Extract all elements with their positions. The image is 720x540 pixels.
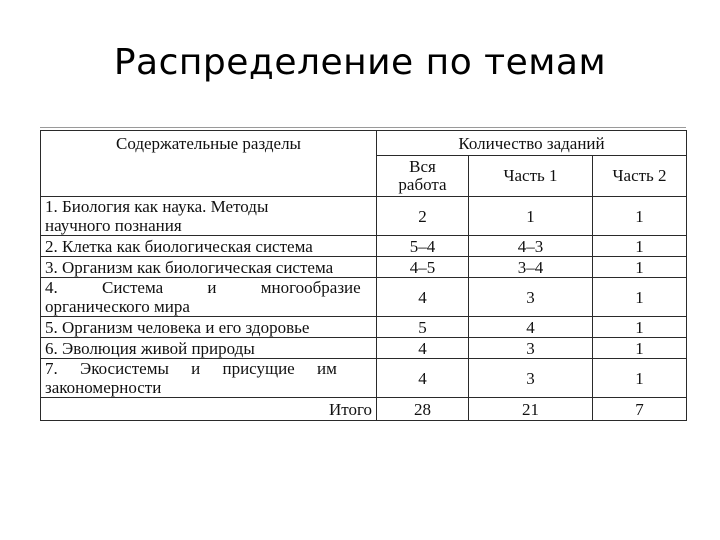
total-part2-cell: 7	[593, 398, 687, 421]
part2-count-cell: 1	[593, 359, 687, 398]
part2-count-cell: 1	[593, 338, 687, 359]
part1-count-cell: 3–4	[469, 257, 593, 278]
header-part1: Часть 1	[469, 156, 593, 197]
header-whole-line2: работа	[398, 175, 447, 194]
whole-count-cell: 5	[377, 317, 469, 338]
total-row	[41, 398, 687, 421]
header-topics: Содержательные разделы	[41, 131, 377, 197]
topic-line2: закономерности	[45, 378, 162, 397]
whole-count-cell: 2	[377, 197, 469, 236]
topics-distribution-table	[40, 130, 687, 421]
topic-cell: 5. Организм человека и его здоровье	[41, 317, 377, 338]
table-row	[41, 359, 687, 398]
total-part1-cell: 21	[469, 398, 593, 421]
header-whole-work	[377, 156, 469, 197]
topic-line2: научного познания	[45, 216, 182, 235]
topic-cell	[41, 278, 377, 317]
whole-count-cell: 4	[377, 359, 469, 398]
part1-count-cell: 3	[469, 278, 593, 317]
total-whole-cell: 28	[377, 398, 469, 421]
table-row	[41, 278, 687, 317]
table-row	[41, 317, 687, 338]
slide-title: Распределение по темам	[113, 42, 607, 83]
part1-count-cell: 4–3	[469, 236, 593, 257]
header-part2: Часть 2	[593, 156, 687, 197]
topic-line1: 4. Система и многообразие	[45, 278, 361, 297]
part1-count-cell: 3	[469, 338, 593, 359]
topic-cell: 6. Эволюция живой природы	[41, 338, 377, 359]
whole-count-cell: 4	[377, 338, 469, 359]
part2-count-cell: 1	[593, 236, 687, 257]
topic-cell	[41, 359, 377, 398]
topic-line2: органического мира	[45, 297, 190, 316]
table-row	[41, 197, 687, 236]
topic-cell: 3. Организм как биологическая система	[41, 257, 377, 278]
table-row	[41, 257, 687, 278]
total-label: Итого	[41, 398, 377, 421]
part2-count-cell: 1	[593, 257, 687, 278]
topic-line1: 1. Биология как наука. Методы	[45, 197, 269, 216]
header-task-count: Количество заданий	[377, 131, 687, 156]
header-whole-line1: Вся	[409, 157, 436, 176]
part2-count-cell: 1	[593, 317, 687, 338]
part2-count-cell: 1	[593, 197, 687, 236]
part2-count-cell: 1	[593, 278, 687, 317]
part1-count-cell: 4	[469, 317, 593, 338]
table-row	[41, 236, 687, 257]
whole-count-cell: 4–5	[377, 257, 469, 278]
part1-count-cell: 3	[469, 359, 593, 398]
topic-cell	[41, 197, 377, 236]
scan-artifact-line	[40, 127, 686, 132]
part1-count-cell: 1	[469, 197, 593, 236]
topics-table-container	[40, 130, 686, 421]
table-row	[41, 338, 687, 359]
table-header-row	[41, 131, 687, 156]
topic-line1: 7. Экосистемы и присущие им	[45, 359, 337, 378]
whole-count-cell: 5–4	[377, 236, 469, 257]
whole-count-cell: 4	[377, 278, 469, 317]
topic-cell: 2. Клетка как биологическая система	[41, 236, 377, 257]
